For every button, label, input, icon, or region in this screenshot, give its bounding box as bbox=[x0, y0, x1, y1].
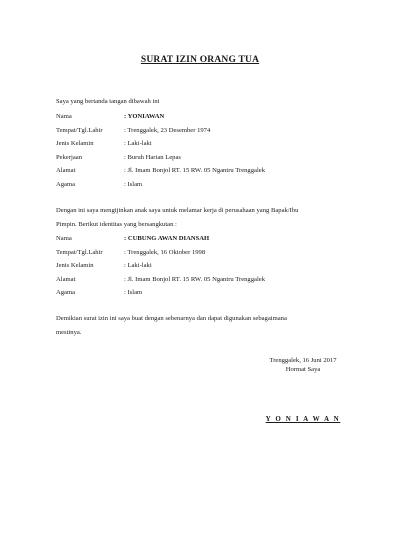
field-label: Agama bbox=[56, 289, 76, 296]
field-value: : Islam bbox=[124, 289, 143, 296]
field-label: Nama bbox=[56, 113, 72, 120]
field-label: Agama bbox=[56, 180, 76, 188]
field-value: : Jl. Imam Bonjol RT. 15 RW. 05 Ngantru Trenggalek bbox=[124, 275, 266, 283]
field-label: Tempat/Tgl.Lahir bbox=[56, 126, 103, 134]
letter-title: SURAT IZIN ORANG TUA bbox=[140, 55, 260, 65]
field-label: Nama bbox=[56, 235, 72, 242]
field-label: Pekerjaan bbox=[56, 153, 82, 161]
permission-line-2: Pimpin. Berikut identitas yang bersangkutan : bbox=[56, 220, 177, 228]
field-label: Jenis Kelamin bbox=[56, 140, 94, 147]
field-label: Alamat bbox=[56, 275, 76, 283]
field-value: : Laki-laki bbox=[124, 140, 152, 147]
closing-line-1: Demikian surat izin ini saya buat dengan sebenarnya dan dapat digunakan sebagaimana bbox=[56, 315, 287, 322]
place-date: Trenggalek, 16 Juni 2017 bbox=[269, 357, 337, 364]
field-value: : YONIAWAN bbox=[124, 113, 165, 120]
field-value: : Laki-laki bbox=[124, 262, 152, 269]
permission-line-1: Dengan ini saya mengijinkan anak saya untuk melamar kerja di perusahaan yang Bapak/Ibu bbox=[56, 207, 299, 214]
intro-text: Saya yang bertanda tangan dibawah ini bbox=[56, 98, 160, 105]
field-value: : Jl. Imam Bonjol RT. 15 RW. 05 Ngantru Trenggalek bbox=[124, 167, 266, 174]
field-label: Jenis Kelamin bbox=[56, 262, 94, 269]
signature-name: Y O N I A W A N bbox=[265, 415, 341, 423]
regards-text: Hormat Saya bbox=[285, 366, 321, 373]
closing-text bbox=[56, 312, 356, 339]
closing-line-2: mestinya. bbox=[56, 328, 82, 336]
field-value: : Trenggalek, 16 Oktober 1998 bbox=[124, 248, 206, 256]
field-value: : Buruh Harian Lepas bbox=[124, 153, 181, 161]
field-value: : Islam bbox=[124, 180, 143, 188]
field-value: : Trenggalek, 23 Desember 1974 bbox=[124, 126, 211, 134]
field-value: : CUBUNG AWAN DIANSAH bbox=[124, 235, 210, 242]
field-label: Alamat bbox=[56, 167, 76, 174]
field-label: Tempat/Tgl.Lahir bbox=[56, 248, 103, 256]
permission-text bbox=[56, 204, 356, 231]
